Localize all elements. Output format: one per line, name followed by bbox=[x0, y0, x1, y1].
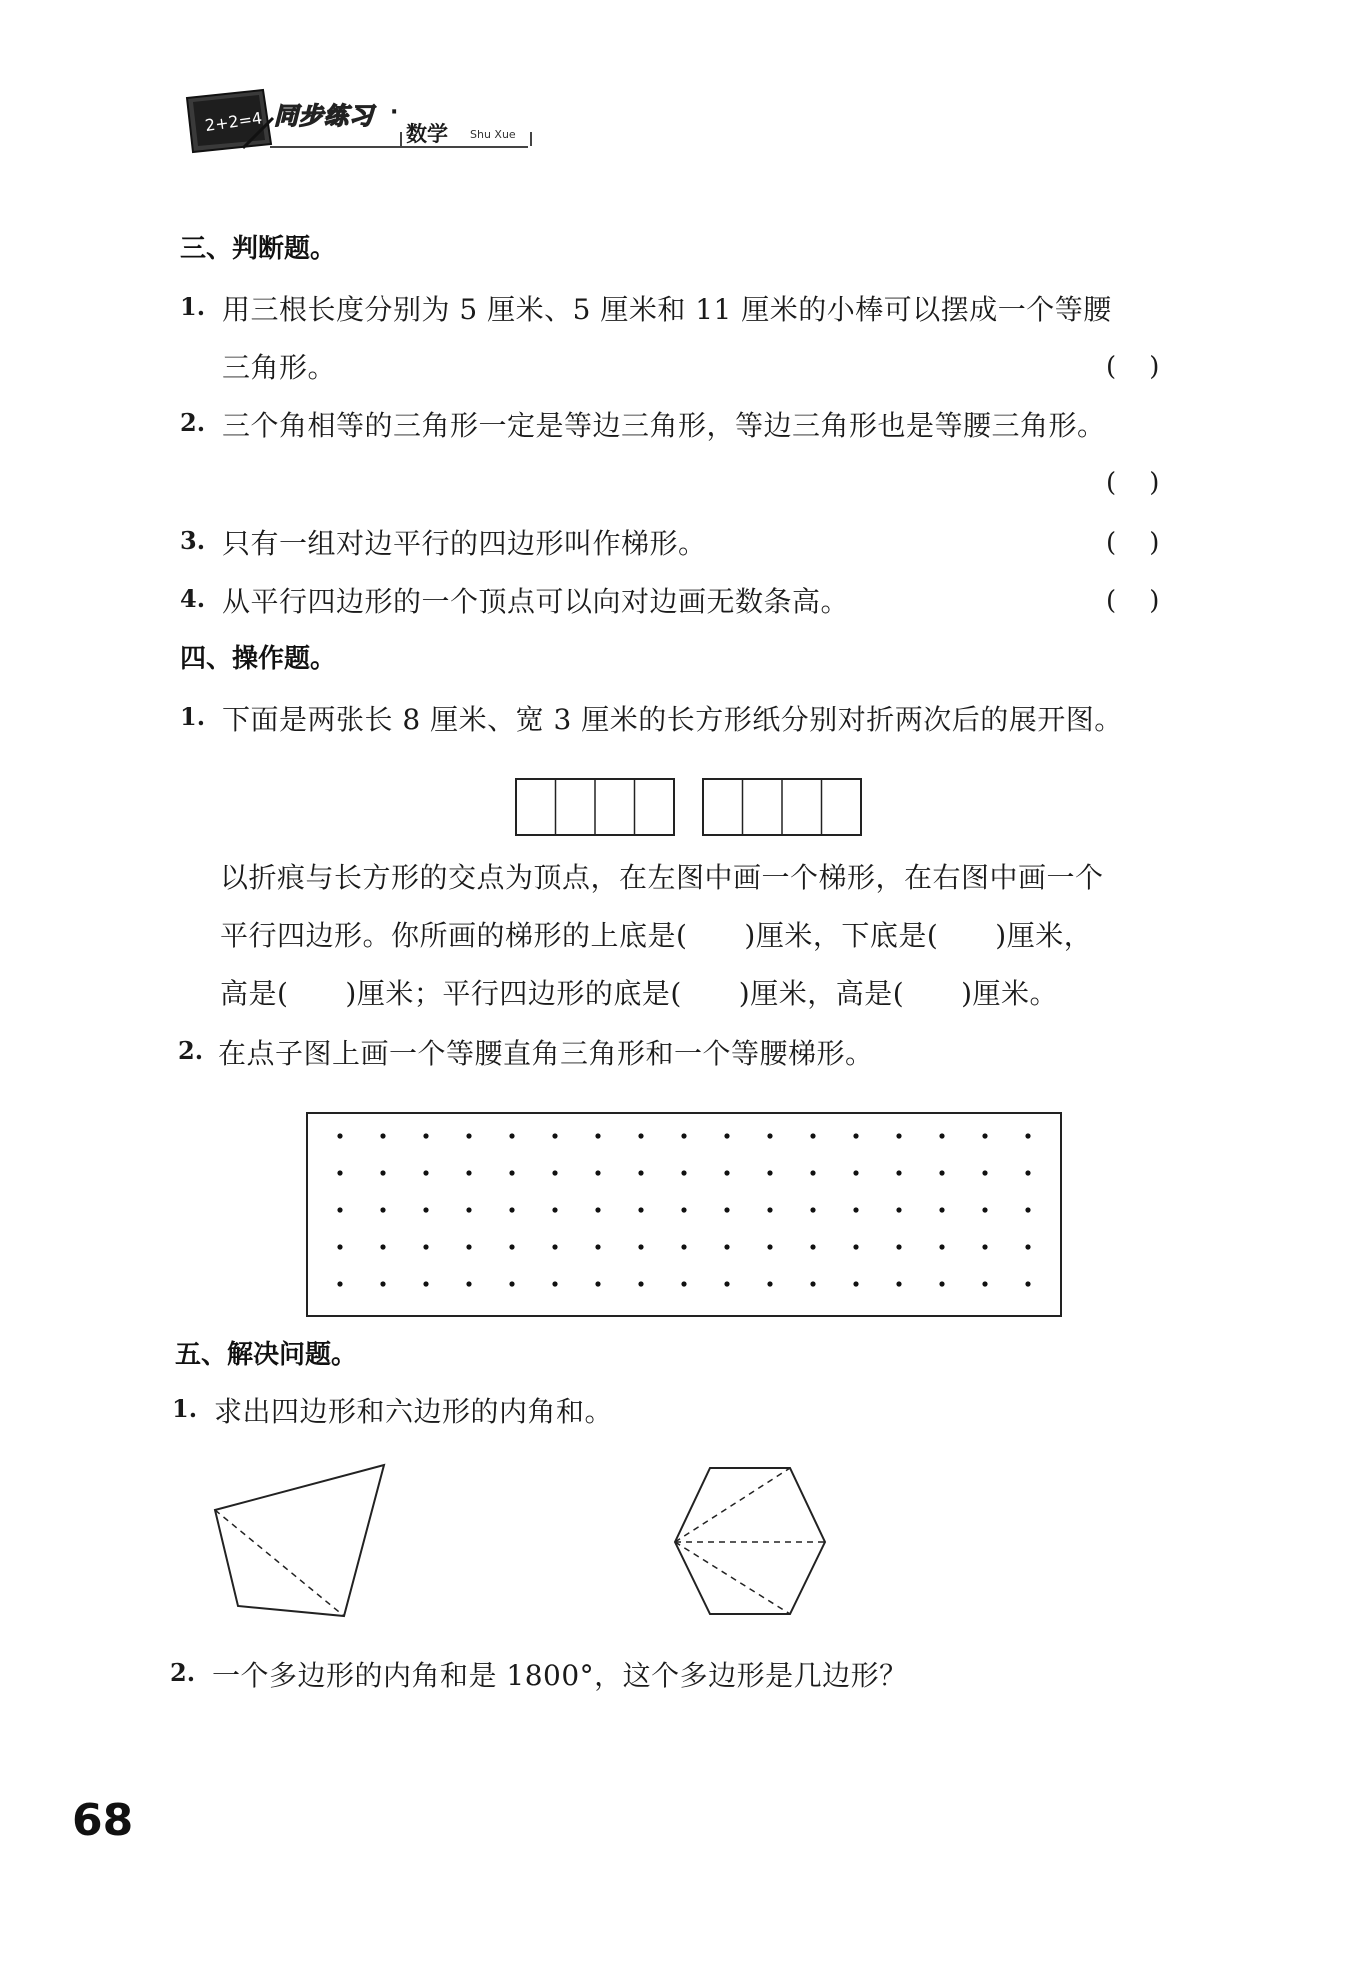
grid-dot[interactable] bbox=[896, 1170, 901, 1175]
grid-dot[interactable] bbox=[423, 1170, 428, 1175]
grid-dot[interactable] bbox=[896, 1133, 901, 1138]
grid-dot[interactable] bbox=[982, 1133, 987, 1138]
grid-dot[interactable] bbox=[939, 1133, 944, 1138]
grid-dot[interactable] bbox=[853, 1281, 858, 1286]
grid-dot[interactable] bbox=[681, 1281, 686, 1286]
grid-dot[interactable] bbox=[380, 1207, 385, 1212]
hexagon-figure bbox=[670, 1464, 830, 1624]
grid-dot[interactable] bbox=[853, 1207, 858, 1212]
left-folded-paper[interactable] bbox=[515, 778, 675, 836]
grid-dot[interactable] bbox=[595, 1170, 600, 1175]
q3-3-text: 只有一组对边平行的四边形叫作梯形。 bbox=[222, 527, 707, 560]
q4-1-text-4: 高是( )厘米；平行四边形的底是( )厘米，高是( )厘米。 bbox=[220, 977, 1059, 1010]
q3-1-text-cont: 三角形。 bbox=[222, 351, 337, 384]
grid-dot[interactable] bbox=[853, 1244, 858, 1249]
grid-dot[interactable] bbox=[466, 1170, 471, 1175]
grid-dot[interactable] bbox=[810, 1207, 815, 1212]
q3-1-text: 用三根长度分别为 5 厘米、5 厘米和 11 厘米的小棒可以摆成一个等腰 bbox=[222, 293, 1112, 326]
grid-dot[interactable] bbox=[1025, 1133, 1030, 1138]
q5-2-text: 一个多边形的内角和是 1800°，这个多边形是几边形？ bbox=[212, 1659, 908, 1692]
q3-4-answer-blank[interactable]: ( ) bbox=[1106, 586, 1160, 616]
subject-pinyin: Shu Xue bbox=[470, 128, 516, 141]
grid-dot[interactable] bbox=[681, 1244, 686, 1249]
grid-dot[interactable] bbox=[638, 1244, 643, 1249]
dot-grid[interactable] bbox=[306, 1112, 1062, 1317]
grid-dot[interactable] bbox=[1025, 1244, 1030, 1249]
q4-1-text-3: 平行四边形。你所画的梯形的上底是( )厘米，下底是( )厘米， bbox=[220, 919, 1093, 952]
series-title: 同步练习 bbox=[274, 102, 374, 130]
grid-dot[interactable] bbox=[509, 1207, 514, 1212]
q3-1-number: 1. bbox=[180, 292, 206, 321]
grid-dot[interactable] bbox=[1025, 1281, 1030, 1286]
grid-dot[interactable] bbox=[423, 1207, 428, 1212]
quadrilateral-figure bbox=[212, 1462, 392, 1622]
grid-dot[interactable] bbox=[767, 1170, 772, 1175]
grid-dot[interactable] bbox=[724, 1170, 729, 1175]
grid-dot[interactable] bbox=[466, 1281, 471, 1286]
grid-dot[interactable] bbox=[595, 1244, 600, 1249]
grid-dot[interactable] bbox=[1025, 1207, 1030, 1212]
section-4-title: 四、操作题。 bbox=[180, 644, 337, 674]
q3-4-text: 从平行四边形的一个顶点可以向对边画无数条高。 bbox=[222, 585, 850, 618]
grid-dot[interactable] bbox=[982, 1207, 987, 1212]
header-rule bbox=[270, 146, 528, 148]
grid-dot[interactable] bbox=[509, 1281, 514, 1286]
grid-dot[interactable] bbox=[337, 1207, 342, 1212]
grid-dot[interactable] bbox=[380, 1281, 385, 1286]
grid-dot[interactable] bbox=[939, 1207, 944, 1212]
grid-dot[interactable] bbox=[466, 1133, 471, 1138]
grid-dot[interactable] bbox=[767, 1244, 772, 1249]
grid-dot[interactable] bbox=[552, 1170, 557, 1175]
grid-dot[interactable] bbox=[466, 1207, 471, 1212]
q3-1-answer-blank[interactable]: ( ) bbox=[1106, 352, 1160, 382]
grid-dot[interactable] bbox=[767, 1207, 772, 1212]
q3-3-answer-blank[interactable]: ( ) bbox=[1106, 528, 1160, 558]
q5-2-number: 2. bbox=[170, 1658, 196, 1687]
q5-1-number: 1. bbox=[172, 1394, 198, 1423]
grid-dot[interactable] bbox=[853, 1170, 858, 1175]
grid-dot[interactable] bbox=[681, 1207, 686, 1212]
grid-dot[interactable] bbox=[552, 1133, 557, 1138]
grid-dot[interactable] bbox=[638, 1281, 643, 1286]
grid-dot[interactable] bbox=[767, 1281, 772, 1286]
grid-dot[interactable] bbox=[638, 1170, 643, 1175]
grid-dot[interactable] bbox=[509, 1133, 514, 1138]
grid-dot[interactable] bbox=[853, 1133, 858, 1138]
grid-dot[interactable] bbox=[380, 1244, 385, 1249]
grid-dot[interactable] bbox=[509, 1244, 514, 1249]
grid-dot[interactable] bbox=[939, 1281, 944, 1286]
grid-dot[interactable] bbox=[509, 1170, 514, 1175]
grid-dot[interactable] bbox=[380, 1170, 385, 1175]
grid-dot[interactable] bbox=[896, 1281, 901, 1286]
grid-dot[interactable] bbox=[337, 1281, 342, 1286]
q5-1-text: 求出四边形和六边形的内角和。 bbox=[214, 1395, 614, 1428]
grid-dot[interactable] bbox=[552, 1207, 557, 1212]
grid-dot[interactable] bbox=[724, 1244, 729, 1249]
q3-2-number: 2. bbox=[180, 408, 206, 437]
grid-dot[interactable] bbox=[423, 1133, 428, 1138]
grid-dot[interactable] bbox=[724, 1133, 729, 1138]
q4-2-number: 2. bbox=[178, 1036, 204, 1065]
q4-1-text: 下面是两张长 8 厘米、宽 3 厘米的长方形纸分别对折两次后的展开图。 bbox=[222, 703, 1123, 736]
grid-dot[interactable] bbox=[810, 1244, 815, 1249]
q4-1-text-2: 以折痕与长方形的交点为顶点，在左图中画一个梯形，在右图中画一个 bbox=[220, 861, 1104, 894]
grid-dot[interactable] bbox=[810, 1281, 815, 1286]
q3-4-number: 4. bbox=[180, 584, 206, 613]
board-text: 2+2=4 bbox=[203, 108, 264, 136]
q3-3-number: 3. bbox=[180, 526, 206, 555]
grid-dot[interactable] bbox=[982, 1244, 987, 1249]
q4-2-text: 在点子图上画一个等腰直角三角形和一个等腰梯形。 bbox=[218, 1037, 874, 1070]
grid-dot[interactable] bbox=[423, 1281, 428, 1286]
grid-dot[interactable] bbox=[595, 1207, 600, 1212]
grid-dot[interactable] bbox=[724, 1207, 729, 1212]
grid-dot[interactable] bbox=[337, 1244, 342, 1249]
grid-dot[interactable] bbox=[939, 1170, 944, 1175]
grid-dot[interactable] bbox=[595, 1281, 600, 1286]
section-3-title: 三、判断题。 bbox=[180, 234, 337, 264]
grid-dot[interactable] bbox=[337, 1170, 342, 1175]
right-folded-paper[interactable] bbox=[702, 778, 862, 836]
grid-dot[interactable] bbox=[466, 1244, 471, 1249]
grid-dot[interactable] bbox=[724, 1281, 729, 1286]
blackboard-icon bbox=[183, 88, 275, 156]
q3-2-text: 三个角相等的三角形一定是等边三角形，等边三角形也是等腰三角形。 bbox=[222, 409, 1106, 442]
grid-dot[interactable] bbox=[337, 1133, 342, 1138]
q4-1-number: 1. bbox=[180, 702, 206, 731]
q3-2-answer-blank[interactable]: ( ) bbox=[1106, 468, 1160, 498]
grid-dot[interactable] bbox=[896, 1244, 901, 1249]
grid-dot[interactable] bbox=[638, 1207, 643, 1212]
grid-dot[interactable] bbox=[638, 1133, 643, 1138]
grid-dot[interactable] bbox=[982, 1170, 987, 1175]
grid-dot[interactable] bbox=[681, 1170, 686, 1175]
grid-dot[interactable] bbox=[423, 1244, 428, 1249]
page-number: 68 bbox=[72, 1795, 134, 1846]
subject-label: 数学 bbox=[406, 122, 448, 146]
grid-dot[interactable] bbox=[380, 1133, 385, 1138]
grid-dot[interactable] bbox=[552, 1281, 557, 1286]
grid-dot[interactable] bbox=[1025, 1170, 1030, 1175]
section-5-title: 五、解决问题。 bbox=[175, 1340, 358, 1370]
grid-dot[interactable] bbox=[595, 1133, 600, 1138]
grid-dot[interactable] bbox=[810, 1133, 815, 1138]
grid-dot[interactable] bbox=[896, 1207, 901, 1212]
grid-dot[interactable] bbox=[939, 1244, 944, 1249]
grid-dot[interactable] bbox=[982, 1281, 987, 1286]
grid-dot[interactable] bbox=[767, 1133, 772, 1138]
grid-dot[interactable] bbox=[810, 1170, 815, 1175]
grid-dot[interactable] bbox=[552, 1244, 557, 1249]
grid-dot[interactable] bbox=[681, 1133, 686, 1138]
header-dot: · bbox=[390, 100, 399, 125]
